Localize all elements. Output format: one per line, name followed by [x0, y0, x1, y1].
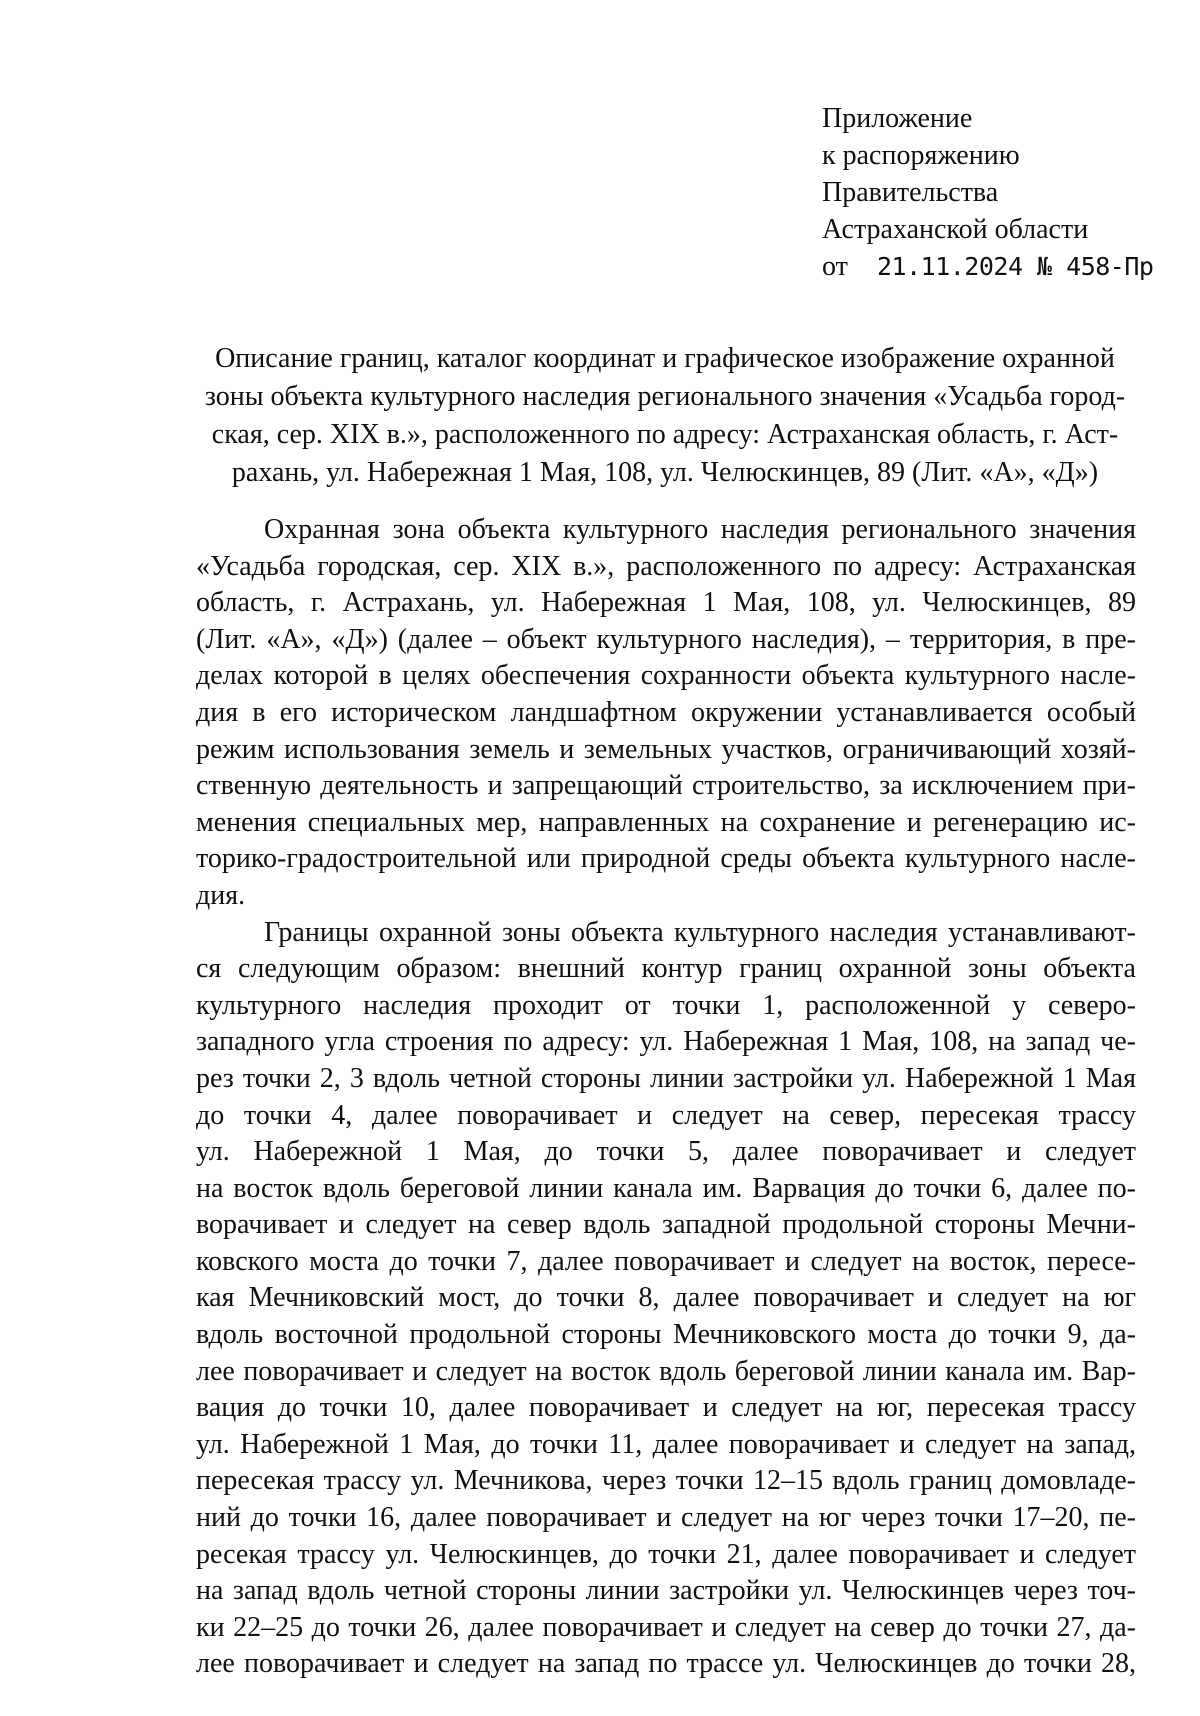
- body-line: ся следующим образом: внешний контур границ охранной зоны объекта: [196, 953, 1136, 985]
- body-line: дия в его историческом ландшафтном окружении устанавливается особый: [196, 696, 1136, 728]
- approval-date-line: [822, 248, 1153, 285]
- body-line: Охранная зона объекта культурного наследия регионального значения: [264, 514, 1136, 545]
- title-line: зоны объекта культурного наследия регионального значения «Усадьба город-: [204, 381, 1126, 412]
- body-line: лее поворачивает и следует на восток вдоль береговой линии канала им. Вар-: [196, 1355, 1136, 1387]
- approval-line: Правительства: [822, 177, 999, 208]
- approval-block: [822, 100, 1153, 285]
- body-line: на восток вдоль береговой линии канала им. Варвация до точки 6, далее по-: [196, 1172, 1136, 1204]
- body-line: ственную деятельность и запрещающий строительство, за исключением при-: [196, 770, 1136, 802]
- body-line: лее поворачивает и следует на запад по трассе ул. Челюскинцев до точки 28,: [196, 1648, 1136, 1680]
- approval-line: Приложение: [822, 103, 973, 134]
- body-line: ресекая трассу ул. Челюскинцев, до точки 21, далее поворачивает и следует: [196, 1538, 1136, 1570]
- document-title: [190, 340, 1140, 492]
- body-line: пересекая трассу ул. Мечникова, через точки 12–15 вдоль границ домовладе-: [196, 1465, 1136, 1497]
- body-line: режим использования земель и земельных участков, ограничивающий хозяй-: [196, 733, 1136, 765]
- body-line: на запад вдоль четной стороны линии застройки ул. Челюскинцев через точ-: [196, 1575, 1136, 1607]
- body-line: (Лит. «А», «Д») (далее – объект культурного наследия), – территория, в пре-: [196, 623, 1136, 655]
- body-line: ул. Набережной 1 Мая, до точки 5, далее поворачивает и следует: [196, 1136, 1136, 1168]
- approval-line: Астраханской области: [822, 214, 1089, 245]
- body-line: «Усадьба городская, сер. XIX в.», расположенного по адресу: Астраханская: [196, 550, 1136, 582]
- body-line: дия.: [196, 879, 246, 911]
- body-line: культурного наследия проходит от точки 1, расположенной у северо-: [196, 989, 1136, 1021]
- body-line: ковского моста до точки 7, далее поворачивает и следует на восток, пересе-: [196, 1245, 1136, 1277]
- body-line: менения специальных мер, направленных на сохранение и регенерацию ис-: [196, 806, 1136, 838]
- body-line: кая Мечниковский мост, до точки 8, далее поворачивает и следует на юг: [196, 1282, 1136, 1314]
- date-number: 21.11.2024 № 458-Пр: [876, 252, 1154, 281]
- date-prefix: от: [822, 251, 848, 282]
- body-line: ворачивает и следует на север вдоль западной продольной стороны Мечни-: [196, 1209, 1136, 1241]
- body-line: ний до точки 16, далее поворачивает и следует на юг через точки 17–20, пе-: [196, 1502, 1136, 1534]
- body-line: делах которой в целях обеспечения сохранности объекта культурного насле-: [196, 660, 1136, 692]
- body-line: Границы охранной зоны объекта культурного наследия устанавливают-: [264, 916, 1136, 948]
- body-line: вация до точки 10, далее поворачивает и следует на юг, пересекая трассу: [196, 1392, 1136, 1424]
- title-line: Описание границ, каталог координат и графическое изображение охранной: [215, 343, 1115, 374]
- body-line: торико-градостроительной или природной среды объекта культурного насле-: [196, 843, 1136, 875]
- body-line: ки 22–25 до точки 26, далее поворачивает и следует на север до точки 27, да-: [196, 1611, 1136, 1643]
- body-line: вдоль восточной продольной стороны Мечниковского моста до точки 9, да-: [196, 1319, 1136, 1351]
- body-line: область, г. Астрахань, ул. Набережная 1 Мая, 108, ул. Челюскинцев, 89: [196, 587, 1136, 619]
- body-line: до точки 4, далее поворачивает и следует на север, пересекая трассу: [196, 1099, 1136, 1131]
- body-line: западного угла строения по адресу: ул. Набережная 1 Мая, 108, на запад че-: [196, 1026, 1136, 1058]
- title-line: рахань, ул. Набережная 1 Мая, 108, ул. Челюскинцев, 89 (Лит. «А», «Д»): [231, 457, 1099, 488]
- title-line: ская, сер. XIX в.», расположенного по адресу: Астраханская область, г. Аст-: [211, 419, 1119, 450]
- body-line: ул. Набережной 1 Мая, до точки 11, далее поворачивает и следует на запад,: [196, 1428, 1136, 1460]
- document-body: [196, 512, 1136, 1683]
- body-line: рез точки 2, 3 вдоль четной стороны линии застройки ул. Набережной 1 Мая: [196, 1062, 1136, 1094]
- approval-line: к распоряжению: [822, 140, 1020, 171]
